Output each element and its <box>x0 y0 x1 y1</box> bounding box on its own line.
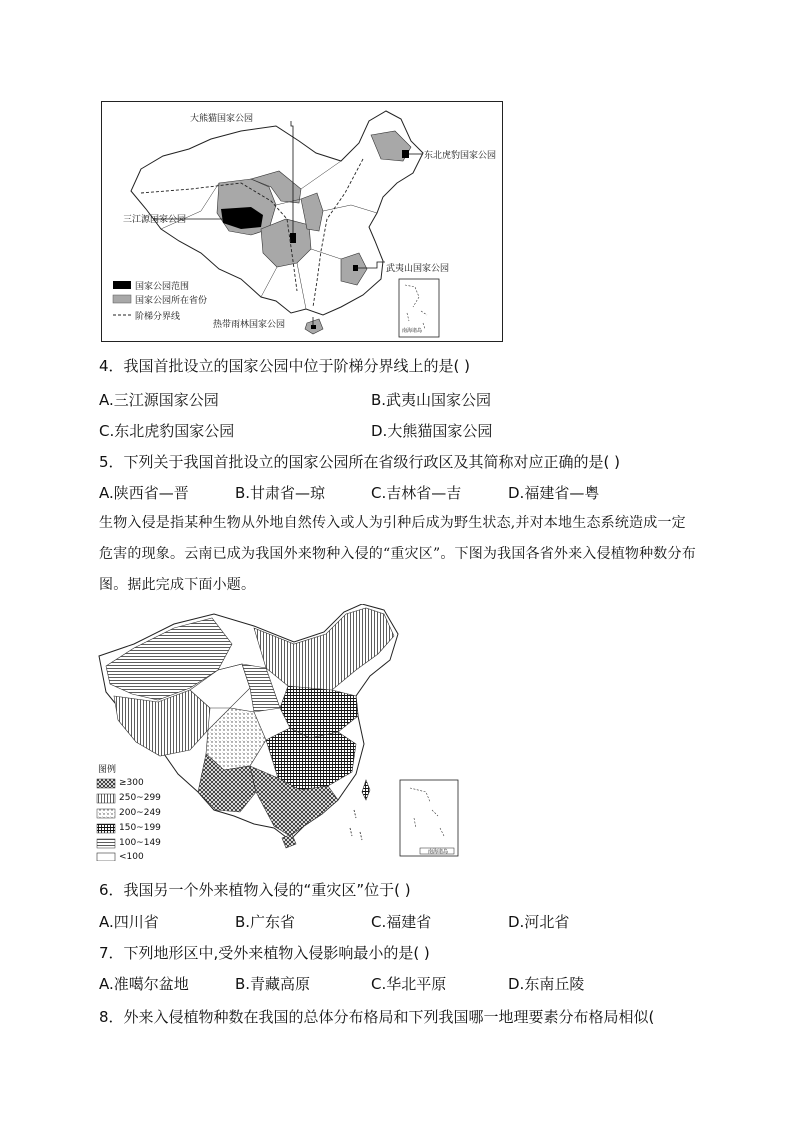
question-8-stem: 8．外来入侵植物种数在我国的总体分布格局和下列我国哪一地理要素分布格局相似( <box>99 1008 655 1026</box>
question-5-stem: 5．下列关于我国首批设立的国家公园所在省级行政区及其简称对应正确的是( ) <box>99 453 621 471</box>
question-7-stem: 7．下列地形区中,受外来植物入侵影响最小的是( ) <box>99 944 430 962</box>
legend-swatch-250-299 <box>97 794 115 803</box>
siberian-tiger-park-area <box>402 150 409 158</box>
question-6-option-d[interactable]: D.河北省 <box>508 913 570 931</box>
national-parks-map <box>101 101 503 342</box>
map2-legend-150-199: 150~199 <box>119 823 161 833</box>
legend-swatch-100-149 <box>97 839 115 848</box>
inset-label: 南海诸岛 <box>402 328 423 334</box>
map2-legend-250-299: 250~299 <box>119 793 161 803</box>
legend-swatch-150-199 <box>97 824 115 833</box>
question-5-option-a[interactable]: A.陕西省—晋 <box>99 484 189 502</box>
legend-park-range: 国家公园范围 <box>135 282 190 292</box>
map2-south-china-sea-inset <box>400 780 458 856</box>
legend-park-provinces: 国家公园所在省份 <box>135 296 208 306</box>
question-5-option-b[interactable]: B.甘肃省—琼 <box>235 484 326 502</box>
legend-swatch-park-range <box>113 281 131 289</box>
question-6-option-c[interactable]: C.福建省 <box>371 913 432 931</box>
map2-legend-300-plus: ≥300 <box>119 778 144 788</box>
map2-legend-title: 图例 <box>98 765 117 775</box>
rainforest-park-area <box>311 325 316 329</box>
legend-swatch-300-plus <box>97 779 115 788</box>
map2-legend-under-100: <100 <box>119 852 144 862</box>
question-4-option-d[interactable]: D.大熊猫国家公园 <box>371 422 493 440</box>
legend-swatch-200-249 <box>97 809 115 818</box>
reading-passage: 生物入侵是指某种生物从外地自然传入或人为引种后成为野生状态,并对本地生态系统造成一定危害的现象。云南已成为我国外来物种入侵的“重灾区”。下图为我国各省外来入侵植物种数分布图。据此完成下面小题。 <box>99 515 696 593</box>
legend-swatch-under-100 <box>97 853 115 861</box>
invasive-plants-map <box>94 604 466 861</box>
label-rainforest-park: 热带雨林国家公园 <box>213 320 286 330</box>
question-6-option-a[interactable]: A.四川省 <box>99 913 159 931</box>
label-giant-panda-park: 大熊猫国家公园 <box>190 114 254 124</box>
question-7-option-b[interactable]: B.青藏高原 <box>235 975 311 993</box>
question-7-option-d[interactable]: D.东南丘陵 <box>508 975 585 993</box>
question-6-stem: 6．我国另一个外来植物入侵的“重灾区”位于( ) <box>99 881 411 899</box>
question-5-option-c[interactable]: C.吉林省—吉 <box>371 484 462 502</box>
question-4-option-c[interactable]: C.东北虎豹国家公园 <box>99 422 235 440</box>
map2-legend-200-249: 200~249 <box>119 808 161 818</box>
question-7-option-c[interactable]: C.华北平原 <box>371 975 447 993</box>
question-4-option-b[interactable]: B.武夷山国家公园 <box>371 391 492 409</box>
question-4-stem: 4．我国首批设立的国家公园中位于阶梯分界线上的是( ) <box>99 357 471 375</box>
label-siberian-tiger-park: 东北虎豹国家公园 <box>424 151 497 161</box>
giant-panda-park-area <box>290 233 296 243</box>
label-wuyishan-park: 武夷山国家公园 <box>386 264 450 274</box>
map2-inset-label: 南海诸岛 <box>428 849 449 855</box>
label-sanjiangyuan-park: 三江源国家公园 <box>123 215 187 225</box>
question-6-option-b[interactable]: B.广东省 <box>235 913 296 931</box>
question-5-option-d[interactable]: D.福建省—粤 <box>508 484 600 502</box>
question-4-option-a[interactable]: A.三江源国家公园 <box>99 391 219 409</box>
legend-swatch-park-provinces <box>113 295 131 303</box>
question-7-option-a[interactable]: A.准噶尔盆地 <box>99 975 189 993</box>
map2-legend-100-149: 100~149 <box>119 838 161 848</box>
legend-ladder-boundary: 阶梯分界线 <box>135 312 181 322</box>
